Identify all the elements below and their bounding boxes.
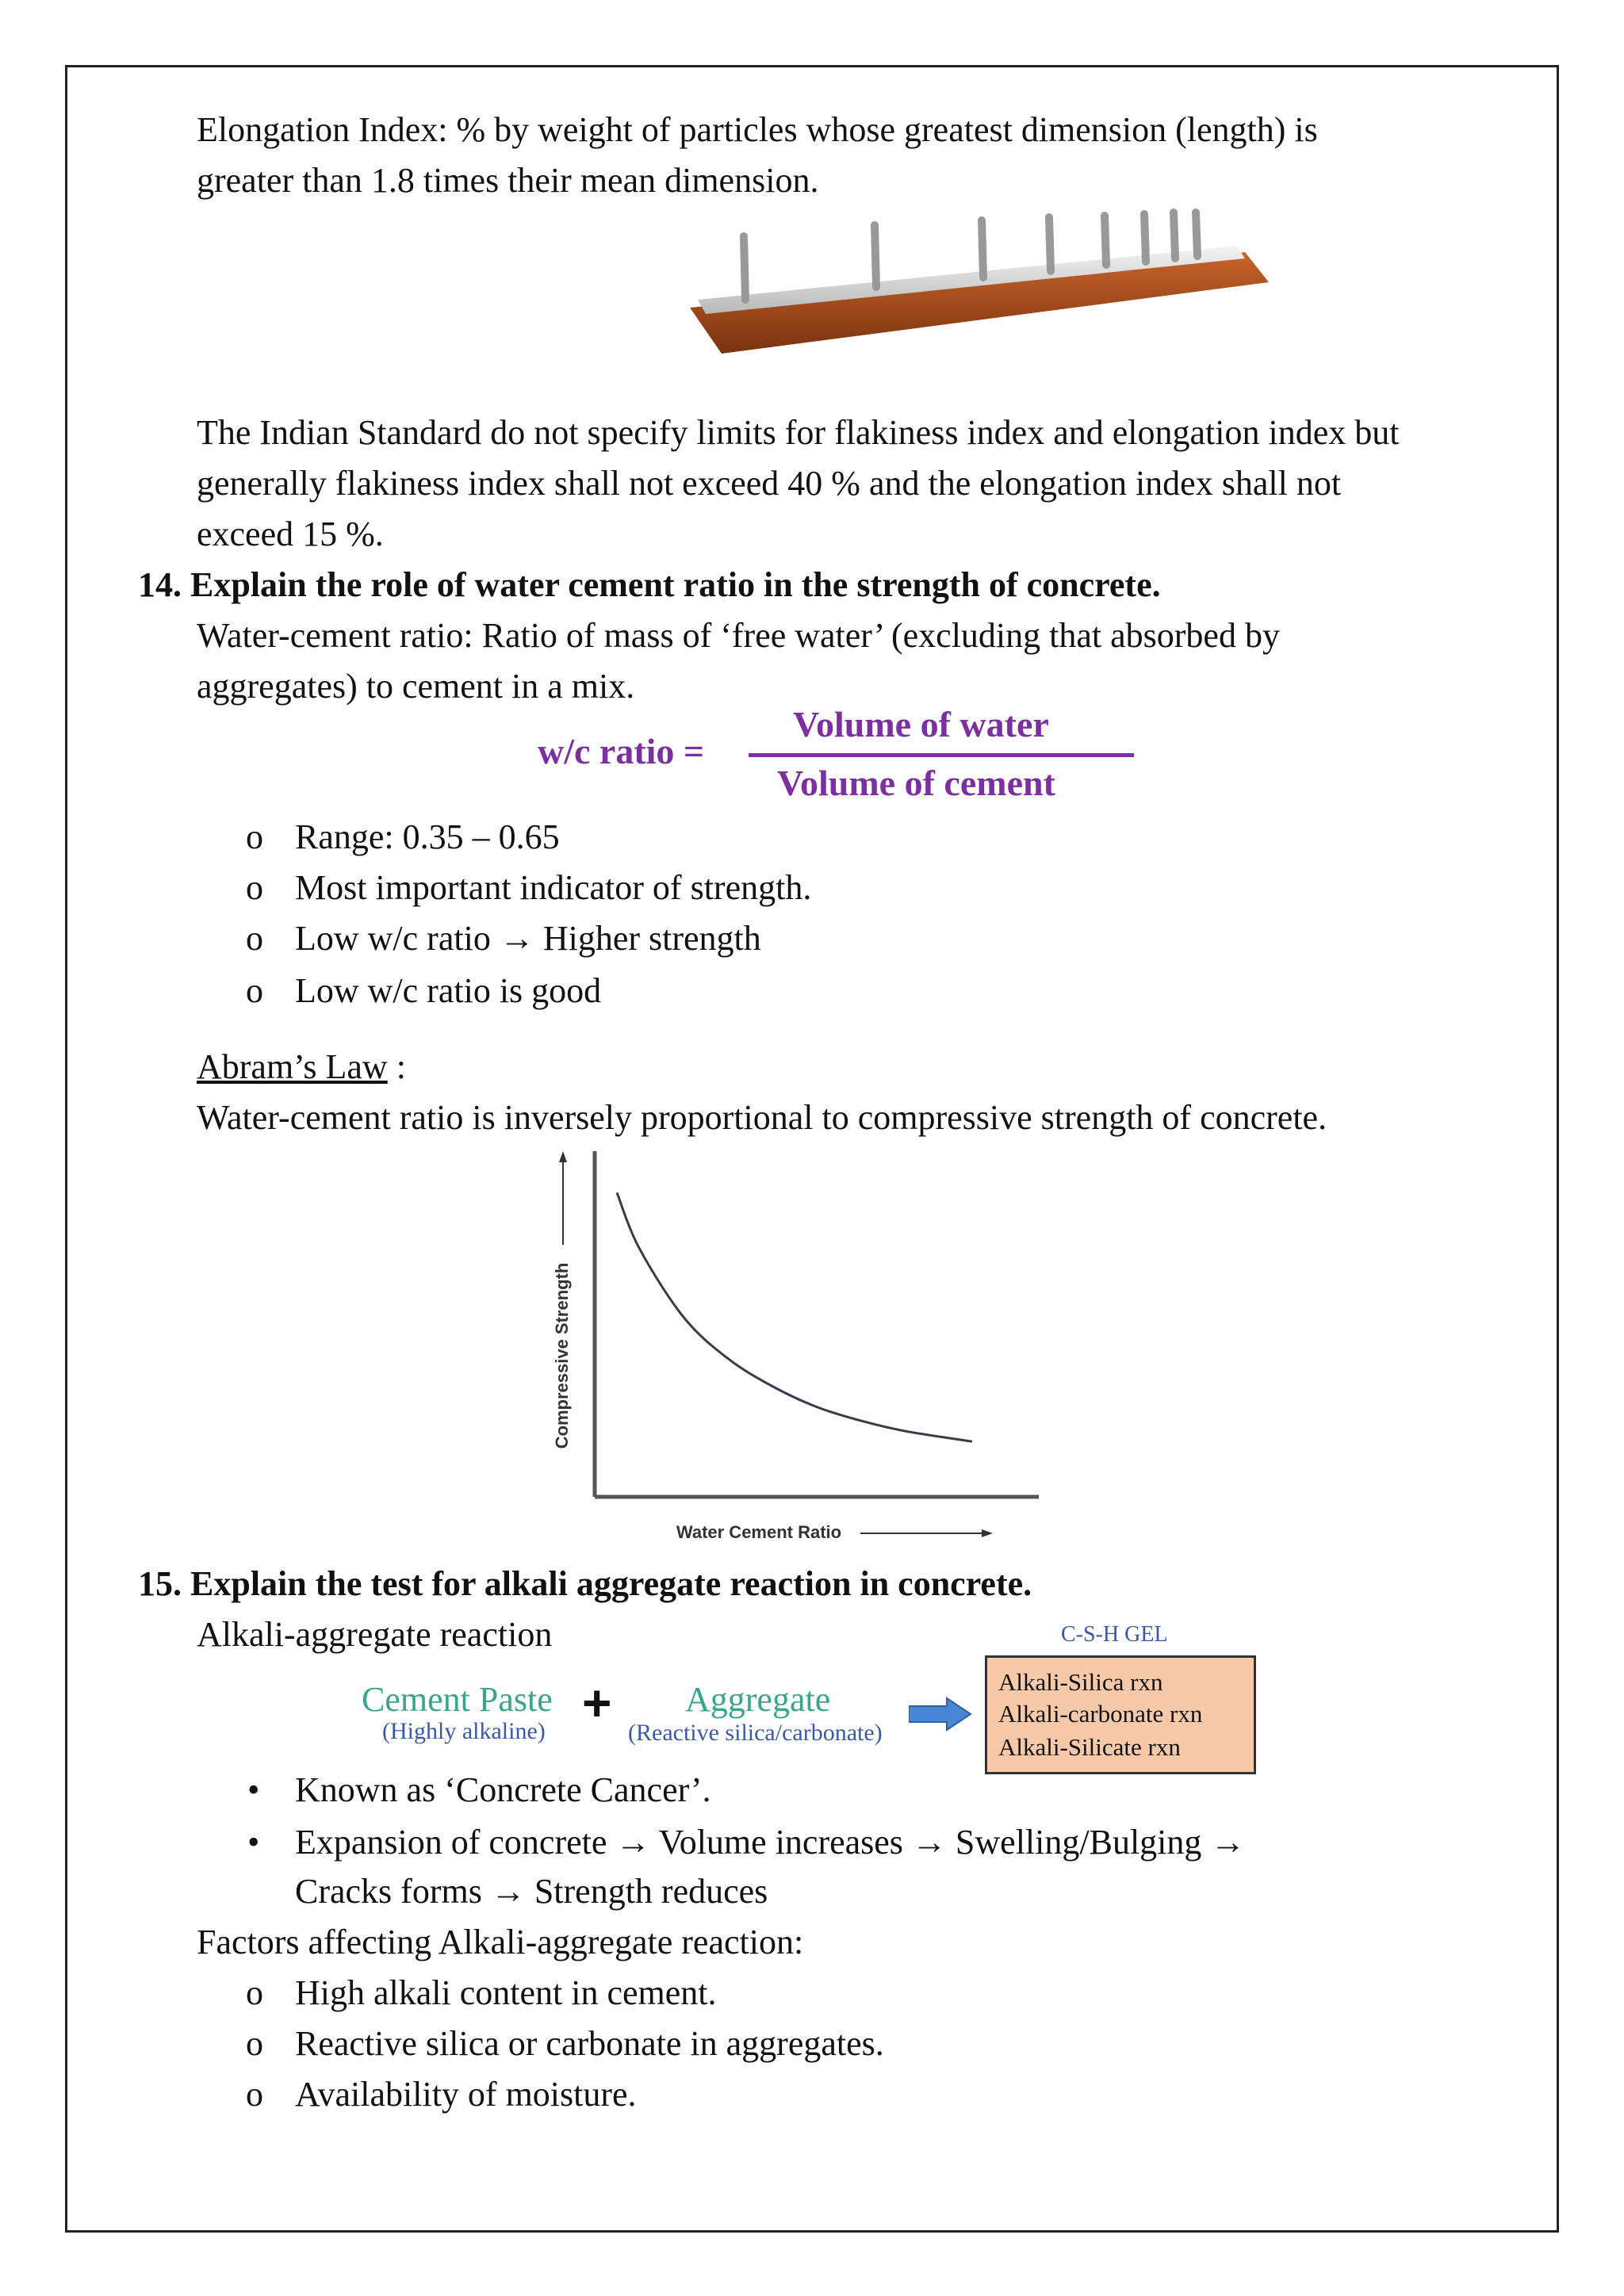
abrams-law-colon: : <box>387 1047 406 1086</box>
bullet-marker: o <box>246 2024 263 2063</box>
formula-numerator: Volume of water <box>793 704 1049 744</box>
elongation-line-1: Elongation Index: % by weight of particles whose greatest dimension (length) is <box>197 110 1318 149</box>
wc-definition-line-2: aggregates) to cement in a mix. <box>197 667 635 706</box>
x-axis-arrowhead <box>982 1529 993 1537</box>
elongation-line-2: greater than 1.8 times their mean dimension. <box>197 161 819 200</box>
series-line <box>617 1192 972 1441</box>
question-14-heading: 14. Explain the role of water cement ratio in the strength of concrete. <box>138 565 1161 604</box>
chart-ylabel: Compressive Strength <box>552 1262 572 1449</box>
factors-title: Factors affecting Alkali-aggregate reaction: <box>197 1923 804 1961</box>
bullet-marker: o <box>246 919 263 958</box>
wc-definition-line-1: Water-cement ratio: Ratio of mass of ‘free water’ (excluding that absorbed by <box>197 616 1280 655</box>
reaction-type-carbonate: Alkali-carbonate rxn <box>998 1700 1203 1728</box>
reaction-type-silica: Alkali-Silica rxn <box>998 1668 1163 1696</box>
point-expansion: Expansion of concrete → Volume increases → Swelling/Bulging → <box>295 1823 1246 1862</box>
point-low-higher: Low w/c ratio → Higher strength <box>295 919 761 958</box>
chart-xlabel: Water Cement Ratio <box>676 1522 842 1542</box>
point-concrete-cancer: Known as ‘Concrete Cancer’. <box>295 1770 711 1809</box>
factor-reactive-silica: Reactive silica or carbonate in aggregates. <box>295 2024 884 2063</box>
aggregate-label: Aggregate <box>685 1680 831 1719</box>
reaction-types-box <box>985 1655 1256 1774</box>
right-arrow-icon <box>909 1697 972 1732</box>
indian-standard-line-3: exceed 15 %. <box>197 515 384 553</box>
abrams-law-label: Abram’s Law <box>197 1047 388 1086</box>
factor-alkali-content: High alkali content in cement. <box>295 1973 717 2012</box>
question-15-heading: 15. Explain the test for alkali aggregate reaction in concrete. <box>138 1564 1032 1603</box>
abrams-law-title <box>197 1042 406 1093</box>
elongation-gauge-image <box>674 181 1285 379</box>
abrams-law-text: Water-cement ratio is inversely proportional to compressive strength of concrete. <box>197 1098 1327 1137</box>
cement-paste-note: (Highly alkaline) <box>382 1718 546 1744</box>
factor-moisture: Availability of moisture. <box>295 2075 637 2114</box>
formula-lhs: w/c ratio = <box>538 731 705 771</box>
bullet-marker: • <box>247 1770 260 1809</box>
point-indicator: Most important indicator of strength. <box>295 868 812 907</box>
plus-sign: + <box>582 1674 612 1732</box>
cement-paste-label: Cement Paste <box>362 1680 553 1719</box>
aar-subtitle: Alkali-aggregate reaction <box>197 1615 553 1654</box>
formula-denominator: Volume of cement <box>777 763 1055 803</box>
aggregate-note: (Reactive silica/carbonate) <box>628 1720 883 1746</box>
indian-standard-line-2: generally flakiness index shall not exceed 40 % and the elongation index shall not <box>197 464 1342 503</box>
point-low-good: Low w/c ratio is good <box>295 971 602 1010</box>
bullet-marker: o <box>246 817 263 856</box>
y-axis-arrowhead <box>559 1151 567 1162</box>
strength-vs-wc-chart <box>539 1142 1047 1554</box>
formula-fraction-bar <box>749 753 1134 757</box>
point-range: Range: 0.35 – 0.65 <box>295 817 560 856</box>
bullet-marker: o <box>246 2075 263 2114</box>
indian-standard-line-1: The Indian Standard do not specify limits for flakiness index and elongation index but <box>197 413 1400 452</box>
point-expansion-continued: Cracks forms → Strength reduces <box>295 1872 768 1911</box>
bullet-marker: o <box>246 868 263 907</box>
reaction-type-silicate: Alkali-Silicate rxn <box>998 1733 1181 1761</box>
bullet-marker: • <box>247 1823 260 1862</box>
bullet-marker: o <box>246 1973 263 2012</box>
bullet-marker: o <box>246 971 263 1010</box>
csh-gel-label: C-S-H GEL <box>1061 1622 1168 1647</box>
